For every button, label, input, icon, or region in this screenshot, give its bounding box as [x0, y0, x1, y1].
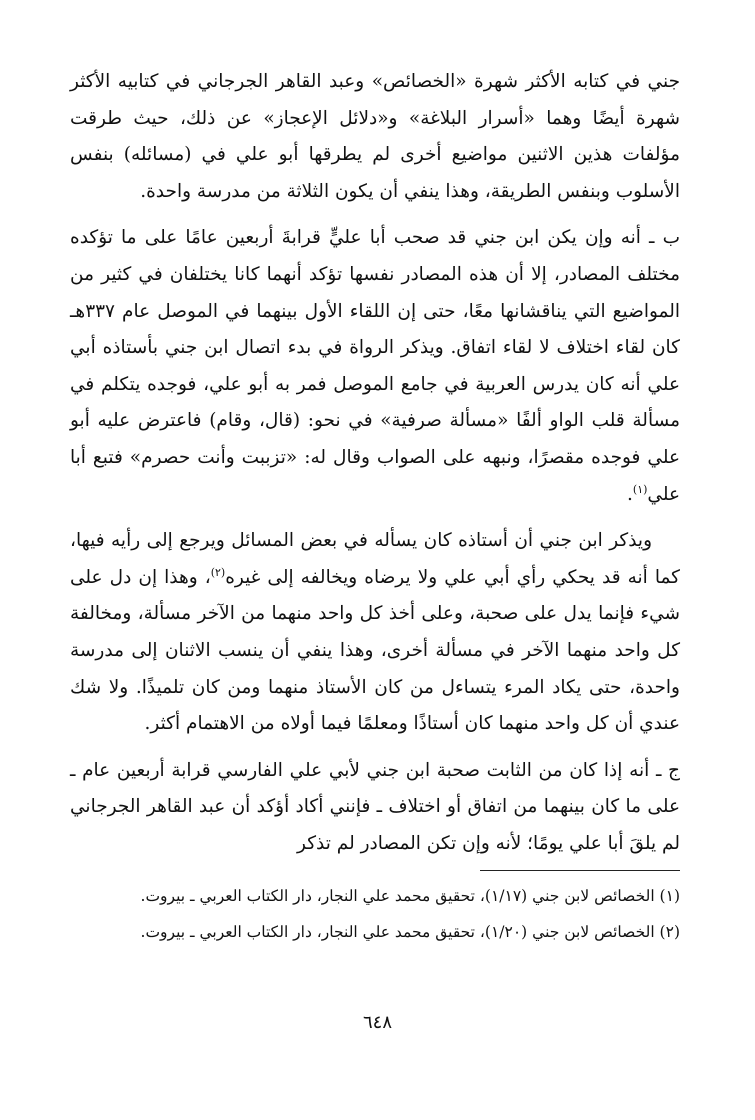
paragraph-2-end: .	[627, 483, 633, 505]
paragraph-3-text-a: ويذكر ابن جني أن أستاذه كان يسأله في بعض المسائل ويرجع إلى رأيه فيها، كما أنه قد يحكي رأي أبي علي ولا يرضاه ويخالفه إلى غيره	[70, 530, 680, 588]
footnotes	[75, 882, 680, 954]
page-number: ٦٤٨	[362, 1012, 392, 1033]
footnote-2: (٢) الخصائص لابن جني (١/٢٠)، تحقيق محمد علي النجار، دار الكتاب العربي ـ بيروت.	[140, 923, 680, 941]
main-text	[70, 64, 680, 872]
paragraph-2	[70, 220, 680, 513]
paragraph-1: جني في كتابه الأكثر شهرة «الخصائص» وعبد القاهر الجرجاني في كتابيه الأكثر شهرة أيضًا وهما «أسرار البلاغة» و«دلائل الإعجاز» عن ذلك، حيث طرقت مؤلفات هذين الاثنين مواضيع أخرى لم يطرقها أبو علي في (مسائله) بنفس الأسلوب وبنفس الطريقة، وهذا ينفي أن يكون الثلاثة من مدرسة واحدة.	[70, 71, 680, 202]
paragraph-4: ج ـ أنه إذا كان من الثابت صحبة ابن جني لأبي علي الفارسي قرابة أربعين عام ـ على ما كان بينهما من اتفاق أو اختلاف ـ فإنني أكاد أؤكد أن عبد القاهر الجرجاني لم يلقَ أبا علي يومًا؛ لأنه وإن تكن المصادر لم تذكر	[70, 759, 680, 854]
footnote-ref-1[interactable]: (١)	[632, 482, 648, 496]
footnote-1: (١) الخصائص لابن جني (١/١٧)، تحقيق محمد علي النجار، دار الكتاب العربي ـ بيروت.	[140, 887, 680, 905]
footnote-divider	[480, 870, 680, 871]
footnote-ref-2[interactable]: (٢)	[210, 565, 226, 579]
paragraph-3	[70, 523, 680, 743]
paragraph-3-text-b: ، وهذا إن دل على شيء فإنما يدل على صحبة، وعلى أخذ كل واحد منهما من الآخر مسألة، ومخالفة كل واحد منهما الآخر في مسألة أخرى، وهذا ينفي أن ينسب الاثنان إلى مدرسة واحدة، حتى يكاد المرء يتساءل من كان الأستاذ منهما ومن كان تلميذًا. ولا شك عندي أن كل واحد منهما كان أستاذًا ومعلمًا فيما أولاه من الاهتمام أكثر.	[70, 566, 680, 735]
paragraph-2-text: ب ـ أنه وإن يكن ابن جني قد صحب أبا عليٍّ قرابةَ أربعين عامًا على ما تؤكده مختلف المصادر، إلا أن هذه المصادر نفسها تؤكد أنهما كانا يختلفان في كثير من المواضيع التي يناقشانها معًا، حتى إن اللقاء الأول بينهما في الموصل عام ٣٣٧هـ كان لقاء اختلاف لا لقاء اتفاق. ويذكر الرواة في بدء اتصال ابن جني بأستاذه أبي علي أنه كان يدرس العربية في جامع الموصل فمر به أبو علي، فوجده يتكلم في مسألة قلب الواو ألفًا «مسألة صرفية» في نحو: (قال، وقام) فاعترض عليه أبو علي فوجده مقصرًا، ونبهه على الصواب وقال له: «تزببت وأنت حصرم» فتبع أبا علي	[70, 227, 680, 505]
